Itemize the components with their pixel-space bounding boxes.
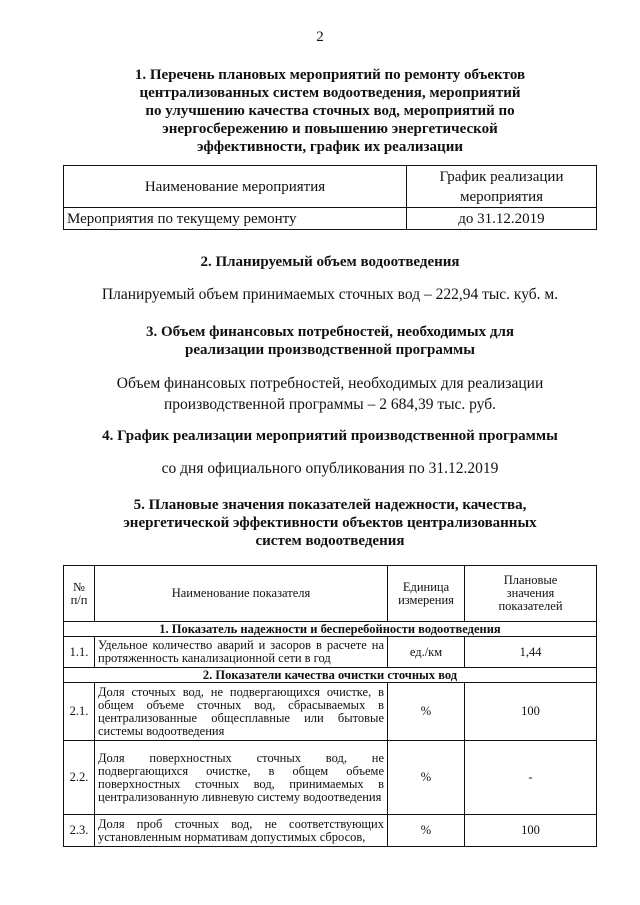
section-5-title-line: 5. Плановые значения показателей надежности, качества,: [133, 497, 527, 513]
header-planned-values-line: значения: [506, 586, 555, 600]
indicator-value: 1,44: [465, 637, 597, 668]
section-2-text: Планируемый объем принимаемых сточных вод – 222,94 тыс. куб. м.: [101, 286, 559, 303]
section-1-title-line: эффективности, график их реализации: [197, 139, 463, 155]
table-row: [64, 208, 597, 230]
indicator-name: Доля проб сточных вод, не соответствующих установленным нормативам допустимых сбросов,: [95, 815, 388, 847]
indicator-name: Доля сточных вод, не подвергающихся очистке, в общем объеме сточных вод, сбрасываемых в централизованные общесплавные или бытовые системы водоотведения: [95, 683, 388, 741]
group-quality: 2. Показатели качества очистки сточных вод: [64, 668, 597, 683]
section-1-title-line: по улучшению качества сточных вод, мероприятий по: [145, 103, 515, 119]
indicator-unit: ед./км: [388, 637, 465, 668]
section-5-title: [60, 496, 600, 550]
section-3-text: [40, 373, 620, 415]
section-4-title: 4. График реализации мероприятий производственной программы: [102, 428, 558, 444]
row-number: 2.2.: [64, 741, 95, 815]
section-1-title: [60, 66, 600, 156]
section-1-title-line: энергосбережению и повышению энергетической: [162, 121, 498, 137]
section-3-title-line: 3. Объем финансовых потребностей, необходимых для: [145, 324, 515, 340]
row-number: 2.3.: [64, 815, 95, 847]
header-schedule: [407, 166, 597, 208]
section-3-text-line: Объем финансовых потребностей, необходимых для реализации: [116, 375, 544, 392]
row-number: 1.1.: [64, 637, 95, 668]
activity-name: Мероприятия по текущему ремонту: [64, 208, 407, 230]
header-unit-line: Единица: [402, 579, 450, 594]
header-unit: [388, 566, 465, 622]
table-row: [64, 683, 597, 741]
table-row: [64, 741, 597, 815]
section-4-text: со дня официального опубликования по 31.12.2019: [161, 460, 499, 477]
indicator-name: Удельное количество аварий и засоров в расчете на протяженность канализационной сети в год: [95, 637, 388, 668]
section-3-title-line: реализации производственной программы: [185, 342, 475, 358]
activity-schedule: до 31.12.2019: [407, 208, 597, 230]
header-indicator-name: Наименование показателя: [95, 566, 388, 622]
table-row: [64, 637, 597, 668]
table-group-row: [64, 668, 597, 683]
activities-table-header: [64, 166, 597, 208]
page-number: 2: [316, 29, 324, 45]
header-schedule-line: мероприятия: [459, 188, 544, 205]
indicator-unit: %: [388, 815, 465, 847]
indicator-name: Доля поверхностных сточных вод, не подвергающихся очистке, в общем объеме поверхностных сточных вод, принимаемых в централизованную ливневую систему водоотведения: [95, 741, 388, 815]
indicators-table-header: [64, 566, 597, 622]
header-planned-values-line: показателей: [498, 599, 563, 613]
table-row: [64, 815, 597, 847]
header-schedule-line: График реализации: [439, 168, 564, 185]
header-activity-name: Наименование мероприятия: [64, 166, 407, 208]
indicator-value: 100: [465, 815, 597, 847]
group-reliability: 1. Показатель надежности и бесперебойности водоотведения: [64, 622, 597, 637]
indicator-value: -: [465, 741, 597, 815]
section-1-title-line: централизованных систем водоотведения, мероприятий: [139, 85, 521, 101]
header-planned-values-line: Плановые: [503, 573, 558, 587]
header-number-line: п/п: [70, 592, 88, 607]
section-5-title-line: энергетической эффективности объектов централизованных: [123, 515, 537, 531]
activities-table: [63, 165, 597, 230]
header-number-line: №: [73, 579, 85, 594]
header-number: [64, 566, 95, 622]
header-planned-values: [465, 566, 597, 622]
section-3-title: [60, 323, 600, 359]
header-unit-line: измерения: [398, 592, 454, 607]
section-2-title: 2. Планируемый объем водоотведения: [200, 254, 460, 270]
section-1-title-line: 1. Перечень плановых мероприятий по ремонту объектов: [134, 67, 526, 83]
section-3-text-line: производственной программы – 2 684,39 тыс. руб.: [164, 396, 496, 413]
section-5-title-line: систем водоотведения: [255, 533, 405, 549]
indicators-table: [63, 565, 597, 847]
indicator-unit: %: [388, 683, 465, 741]
indicator-value: 100: [465, 683, 597, 741]
indicator-unit: %: [388, 741, 465, 815]
row-number: 2.1.: [64, 683, 95, 741]
table-group-row: [64, 622, 597, 637]
